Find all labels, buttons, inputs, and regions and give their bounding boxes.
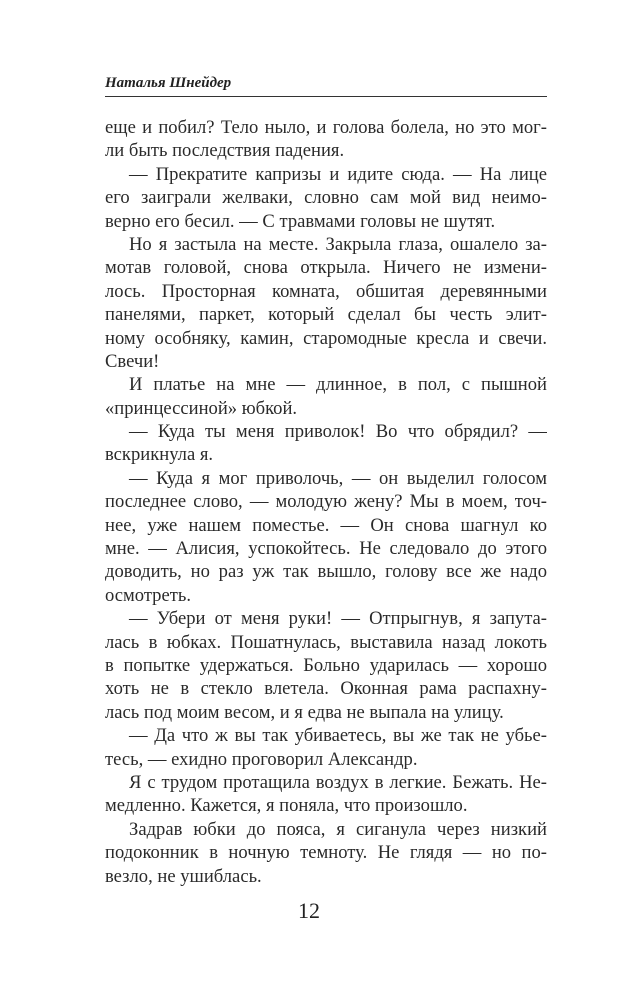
text-line: подоконник в ночную темноту. Не глядя — но по- bbox=[105, 842, 547, 864]
text-line: нее, уже нашем поместье. — Он снова шагнул ко bbox=[105, 514, 547, 536]
text-line: тесь, — ехидно проговорил Александр. bbox=[105, 748, 418, 770]
text-line: хоть не в стекло влетела. Оконная рама распахну- bbox=[105, 678, 547, 700]
text-line: — Куда ты меня приволок! Во что обрядил? — bbox=[129, 421, 547, 443]
text-line: верно его бесил. — С травмами головы не шутят. bbox=[105, 210, 496, 232]
text-line: — Прекратите капризы и идите сюда. — На лице bbox=[129, 163, 547, 185]
text-line: лась в юбках. Пошатнулась, выставила назад локоть bbox=[105, 631, 547, 653]
text-line: мне. — Алисия, успокойтесь. Не следовало до этого bbox=[105, 538, 547, 560]
text-line: «принцессиной» юбкой. bbox=[105, 397, 298, 419]
text-line: ному особняку, камин, старомодные кресла и свечи. bbox=[105, 327, 547, 349]
text-line: еще и побил? Тело ныло, и голова болела, но это мог- bbox=[105, 117, 547, 138]
running-head-author: Наталья Шнейдер bbox=[105, 75, 232, 91]
text-line: Я с трудом протащила воздух в легкие. Бежать. Не- bbox=[129, 771, 547, 793]
text-line: в попытке удержаться. Больно ударилась — хорошо bbox=[105, 654, 547, 676]
text-line: лась под моим весом, и я едва не выпала на улицу. bbox=[105, 701, 504, 723]
text-line: мотав головой, снова открыла. Ничего не измени- bbox=[105, 257, 547, 279]
text-line: Но я застыла на месте. Закрыла глаза, ошалело за- bbox=[129, 233, 547, 255]
text-line: ли быть последствия падения. bbox=[105, 140, 345, 162]
text-line: — Куда я мог приволочь, — он выделил голосом bbox=[129, 467, 547, 489]
text-line: доводить, но раз уж так вышло, голову все же надо bbox=[105, 561, 547, 583]
text-line: осмотреть. bbox=[105, 584, 191, 606]
header-rule bbox=[105, 96, 547, 97]
text-line: панелями, паркет, который сделал бы честь элит- bbox=[105, 304, 547, 326]
text-line: — Убери от меня руки! — Отпрыгнув, я запута- bbox=[129, 608, 547, 630]
text-line: последнее слово, — молодую жену? Мы в моем, точ- bbox=[105, 491, 547, 513]
text-line: лось. Просторная комната, обшитая деревянными bbox=[105, 280, 547, 302]
text-line: Задрав юбки до пояса, я сиганула через низкий bbox=[129, 818, 547, 840]
page-number: 12 bbox=[298, 898, 320, 923]
text-line: Свечи! bbox=[105, 350, 160, 372]
text-line: медленно. Кажется, я поняла, что произошло. bbox=[105, 795, 468, 817]
body-text bbox=[105, 116, 547, 888]
text-line: везло, не ушиблась. bbox=[105, 865, 262, 887]
text-line: И платье на мне — длинное, в пол, с пышной bbox=[129, 374, 547, 396]
text-line: его заиграли желваки, словно сам мой вид неимо- bbox=[105, 187, 547, 209]
text-line: — Да что ж вы так убиваетесь, вы же так не убье- bbox=[129, 725, 547, 747]
text-line: вскрикнула я. bbox=[105, 444, 214, 466]
